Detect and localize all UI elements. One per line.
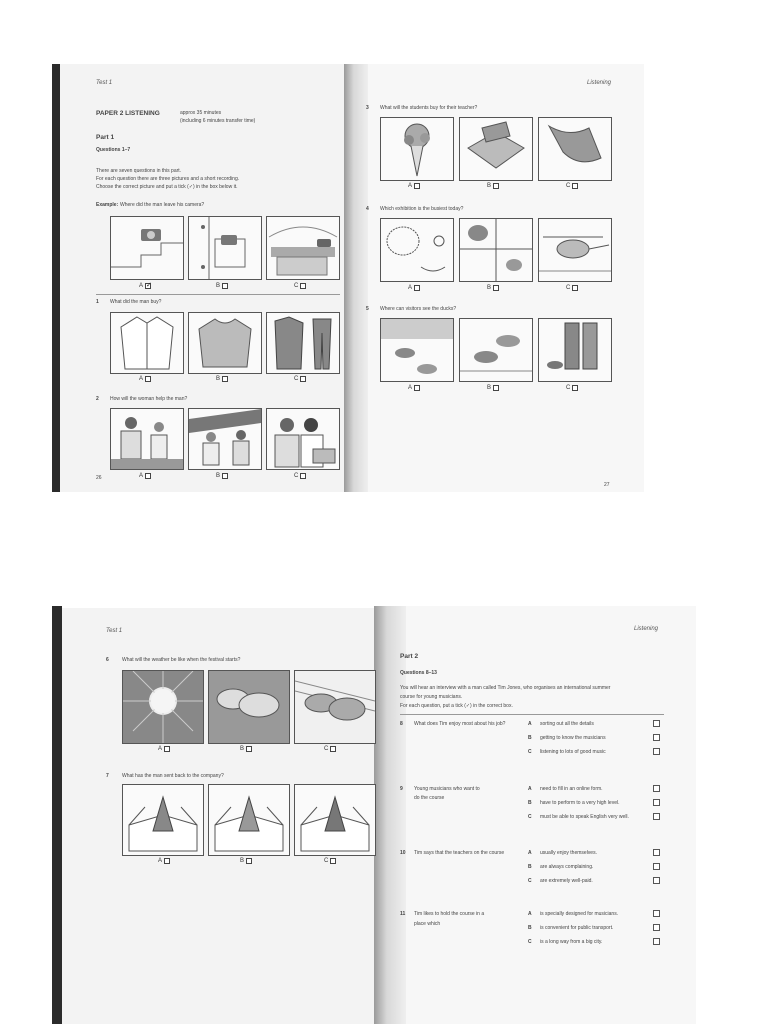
question-text: What will the students buy for their teacher? bbox=[380, 105, 478, 111]
q6-picture-c-sun-and-clouds bbox=[294, 670, 376, 744]
tick-box[interactable] bbox=[145, 473, 151, 479]
option-c: C bbox=[566, 285, 578, 291]
q5-picture-b-grass bbox=[459, 318, 533, 382]
q3-picture-b-chocolates bbox=[459, 117, 533, 181]
option-text: must be able to speak English very well. bbox=[540, 814, 629, 820]
option-text: listening to lots of good music bbox=[540, 749, 606, 755]
option-text: need to fill in an online form. bbox=[540, 786, 603, 792]
tick-box[interactable] bbox=[246, 746, 252, 752]
option-letter: C bbox=[528, 878, 532, 884]
tick-box[interactable] bbox=[222, 473, 228, 479]
option-b: B bbox=[487, 183, 499, 189]
option-letter: B bbox=[528, 735, 532, 741]
example-picture-c-bench bbox=[266, 216, 340, 280]
running-header: Test 1 bbox=[96, 80, 113, 86]
tick-box[interactable] bbox=[145, 376, 151, 382]
question-stem: place which bbox=[414, 921, 441, 927]
option-text: are extremely well-paid. bbox=[540, 878, 593, 884]
option-c: C bbox=[294, 283, 306, 289]
option-text: sorting out all the details bbox=[540, 721, 594, 727]
answer-checkbox[interactable] bbox=[653, 910, 660, 917]
q7-picture-b-iron-in-box bbox=[208, 784, 290, 856]
option-b: B bbox=[487, 385, 499, 391]
question-stem: Young musicians who want to bbox=[414, 786, 480, 792]
book-gutter bbox=[344, 64, 368, 492]
intro-line: For each question, put a tick (✓) in the correct box. bbox=[400, 703, 513, 709]
answer-checkbox[interactable] bbox=[653, 720, 660, 727]
q6-picture-b-cloudy bbox=[208, 670, 290, 744]
option-b: B bbox=[216, 473, 228, 479]
option-c: C bbox=[566, 183, 578, 189]
q5-picture-a-pond bbox=[380, 318, 454, 382]
intro-line: You will hear an interview with a man called Tim Jones, who organises an international summer bbox=[400, 685, 611, 691]
tick-box[interactable] bbox=[330, 858, 336, 864]
question-number: 9 bbox=[400, 786, 403, 792]
tick-box[interactable] bbox=[145, 283, 151, 289]
option-c: C bbox=[566, 385, 578, 391]
tick-box[interactable] bbox=[330, 746, 336, 752]
option-b: B bbox=[216, 283, 228, 289]
tick-box[interactable] bbox=[493, 183, 499, 189]
example-picture-b-pocket bbox=[188, 216, 262, 280]
question-number: 7 bbox=[106, 773, 109, 779]
tick-box[interactable] bbox=[414, 385, 420, 391]
option-letter: A bbox=[528, 850, 532, 856]
question-text: Which exhibition is the busiest today? bbox=[380, 206, 464, 212]
q2-picture-a-cooking bbox=[110, 408, 184, 470]
option-a: A bbox=[158, 858, 170, 864]
option-c: C bbox=[294, 473, 306, 479]
paper-time-note: (including 6 minutes transfer time) bbox=[180, 118, 256, 124]
option-text: is a long way from a big city. bbox=[540, 939, 603, 945]
q7-picture-a-iron-in-box bbox=[122, 784, 204, 856]
part-heading: Part 1 bbox=[96, 134, 115, 141]
intro-line: course for young musicians. bbox=[400, 694, 463, 700]
answer-checkbox[interactable] bbox=[653, 877, 660, 884]
option-letter: C bbox=[528, 749, 532, 755]
tick-box[interactable] bbox=[222, 283, 228, 289]
question-stem: do the course bbox=[414, 795, 445, 801]
part-heading: Part 2 bbox=[400, 653, 419, 660]
tick-box[interactable] bbox=[493, 385, 499, 391]
answer-checkbox[interactable] bbox=[653, 734, 660, 741]
example-picture-a-stairs-camera bbox=[110, 216, 184, 280]
q6-picture-a-sunny bbox=[122, 670, 204, 744]
option-letter: B bbox=[528, 864, 532, 870]
q1-picture-a-shirt bbox=[110, 312, 184, 374]
option-text: have to perform to a very high level. bbox=[540, 800, 620, 806]
q7-picture-c-iron-in-box bbox=[294, 784, 376, 856]
option-c: C bbox=[324, 746, 336, 752]
answer-checkbox[interactable] bbox=[653, 849, 660, 856]
option-a: A ✓ bbox=[139, 283, 151, 289]
tick-box[interactable] bbox=[246, 858, 252, 864]
question-number: 11 bbox=[400, 911, 406, 917]
tick-box[interactable] bbox=[164, 858, 170, 864]
option-text: are always complaining. bbox=[540, 864, 594, 870]
book-edge-left bbox=[52, 64, 60, 492]
paper-time: approx 35 minutes bbox=[180, 110, 222, 116]
option-letter: A bbox=[528, 911, 532, 917]
answer-checkbox[interactable] bbox=[653, 799, 660, 806]
tick-box[interactable] bbox=[300, 376, 306, 382]
question-number: 3 bbox=[366, 105, 369, 111]
answer-checkbox[interactable] bbox=[653, 785, 660, 792]
question-number: 4 bbox=[366, 206, 369, 212]
divider bbox=[96, 294, 340, 295]
option-b: B bbox=[240, 746, 252, 752]
option-a: A bbox=[139, 473, 151, 479]
option-c: C bbox=[294, 376, 306, 382]
question-text: What did the man buy? bbox=[110, 299, 162, 305]
option-a: A bbox=[158, 746, 170, 752]
option-b: B bbox=[240, 858, 252, 864]
option-letter: B bbox=[528, 800, 532, 806]
q4-picture-a-jewellery bbox=[380, 218, 454, 282]
questions-heading: Questions 1–7 bbox=[96, 147, 131, 153]
option-text: is convenient for public transport. bbox=[540, 925, 614, 931]
q4-picture-c-helicopter bbox=[538, 218, 612, 282]
questions-heading: Questions 8–13 bbox=[400, 670, 437, 676]
answer-checkbox[interactable] bbox=[653, 938, 660, 945]
option-text: is specially designed for musicians. bbox=[540, 911, 619, 917]
running-header: Listening bbox=[587, 80, 612, 86]
question-number: 5 bbox=[366, 306, 369, 312]
option-a: A bbox=[139, 376, 151, 382]
page-number: 27 bbox=[604, 482, 610, 488]
answer-checkbox[interactable] bbox=[653, 813, 660, 820]
example-question: Where did the man leave his camera? bbox=[120, 202, 205, 208]
answer-checkbox[interactable] bbox=[653, 863, 660, 870]
option-letter: C bbox=[528, 814, 532, 820]
question-text: What will the weather be like when the festival starts? bbox=[122, 657, 241, 663]
book-gutter bbox=[374, 606, 406, 1024]
option-c: C bbox=[324, 858, 336, 864]
tick-box[interactable] bbox=[572, 285, 578, 291]
running-header: Test 1 bbox=[106, 628, 123, 634]
option-a: A bbox=[408, 385, 420, 391]
q3-picture-c-scarf bbox=[538, 117, 612, 181]
running-header: Listening bbox=[634, 626, 659, 632]
question-number: 10 bbox=[400, 850, 406, 856]
instruction-line: Choose the correct picture and put a tick (✓) in the box below it. bbox=[96, 184, 238, 190]
tick-box[interactable] bbox=[164, 746, 170, 752]
question-text: Where can visitors see the ducks? bbox=[380, 306, 457, 312]
tick-box[interactable] bbox=[414, 285, 420, 291]
question-number: 8 bbox=[400, 721, 403, 727]
instruction-line: There are seven questions in this part. bbox=[96, 168, 182, 174]
q5-picture-c-bins bbox=[538, 318, 612, 382]
option-b: B bbox=[487, 285, 499, 291]
tick-box[interactable] bbox=[300, 283, 306, 289]
question-number: 1 bbox=[96, 299, 99, 305]
tick-box[interactable] bbox=[493, 285, 499, 291]
option-text: getting to know the musicians bbox=[540, 735, 606, 741]
question-number: 6 bbox=[106, 657, 109, 663]
q2-picture-b-garden bbox=[188, 408, 262, 470]
question-text: How will the woman help the man? bbox=[110, 396, 188, 402]
instruction-line: For each question there are three pictures and a short recording. bbox=[96, 176, 240, 182]
answer-checkbox[interactable] bbox=[653, 748, 660, 755]
q3-picture-a-flowers bbox=[380, 117, 454, 181]
page-number: 26 bbox=[96, 475, 102, 481]
question-stem: Tim likes to hold the course in a bbox=[414, 911, 485, 917]
option-a: A bbox=[408, 183, 420, 189]
option-letter: A bbox=[528, 786, 532, 792]
option-text: usually enjoy themselves. bbox=[540, 850, 597, 856]
tick-box[interactable] bbox=[300, 473, 306, 479]
question-stem: Tim says that the teachers on the course bbox=[414, 850, 505, 856]
tick-box[interactable] bbox=[572, 385, 578, 391]
option-letter: A bbox=[528, 721, 532, 727]
example-label: Example: bbox=[96, 202, 119, 208]
option-letter: B bbox=[528, 925, 532, 931]
q1-picture-b-jumper bbox=[188, 312, 262, 374]
divider bbox=[400, 714, 664, 715]
paper-title: PAPER 2 LISTENING bbox=[96, 110, 160, 117]
question-stem: What does Tim enjoy most about his job? bbox=[414, 721, 506, 727]
book-edge-left bbox=[52, 606, 62, 1024]
q1-picture-c-suit bbox=[266, 312, 340, 374]
tick-box[interactable] bbox=[414, 183, 420, 189]
q4-picture-b-birds bbox=[459, 218, 533, 282]
tick-box[interactable] bbox=[222, 376, 228, 382]
tick-box[interactable] bbox=[572, 183, 578, 189]
answer-checkbox[interactable] bbox=[653, 924, 660, 931]
question-text: What has the man sent back to the company? bbox=[122, 773, 224, 779]
option-letter: C bbox=[528, 939, 532, 945]
option-a: A bbox=[408, 285, 420, 291]
option-b: B bbox=[216, 376, 228, 382]
question-number: 2 bbox=[96, 396, 99, 402]
q2-picture-c-laptop bbox=[266, 408, 340, 470]
